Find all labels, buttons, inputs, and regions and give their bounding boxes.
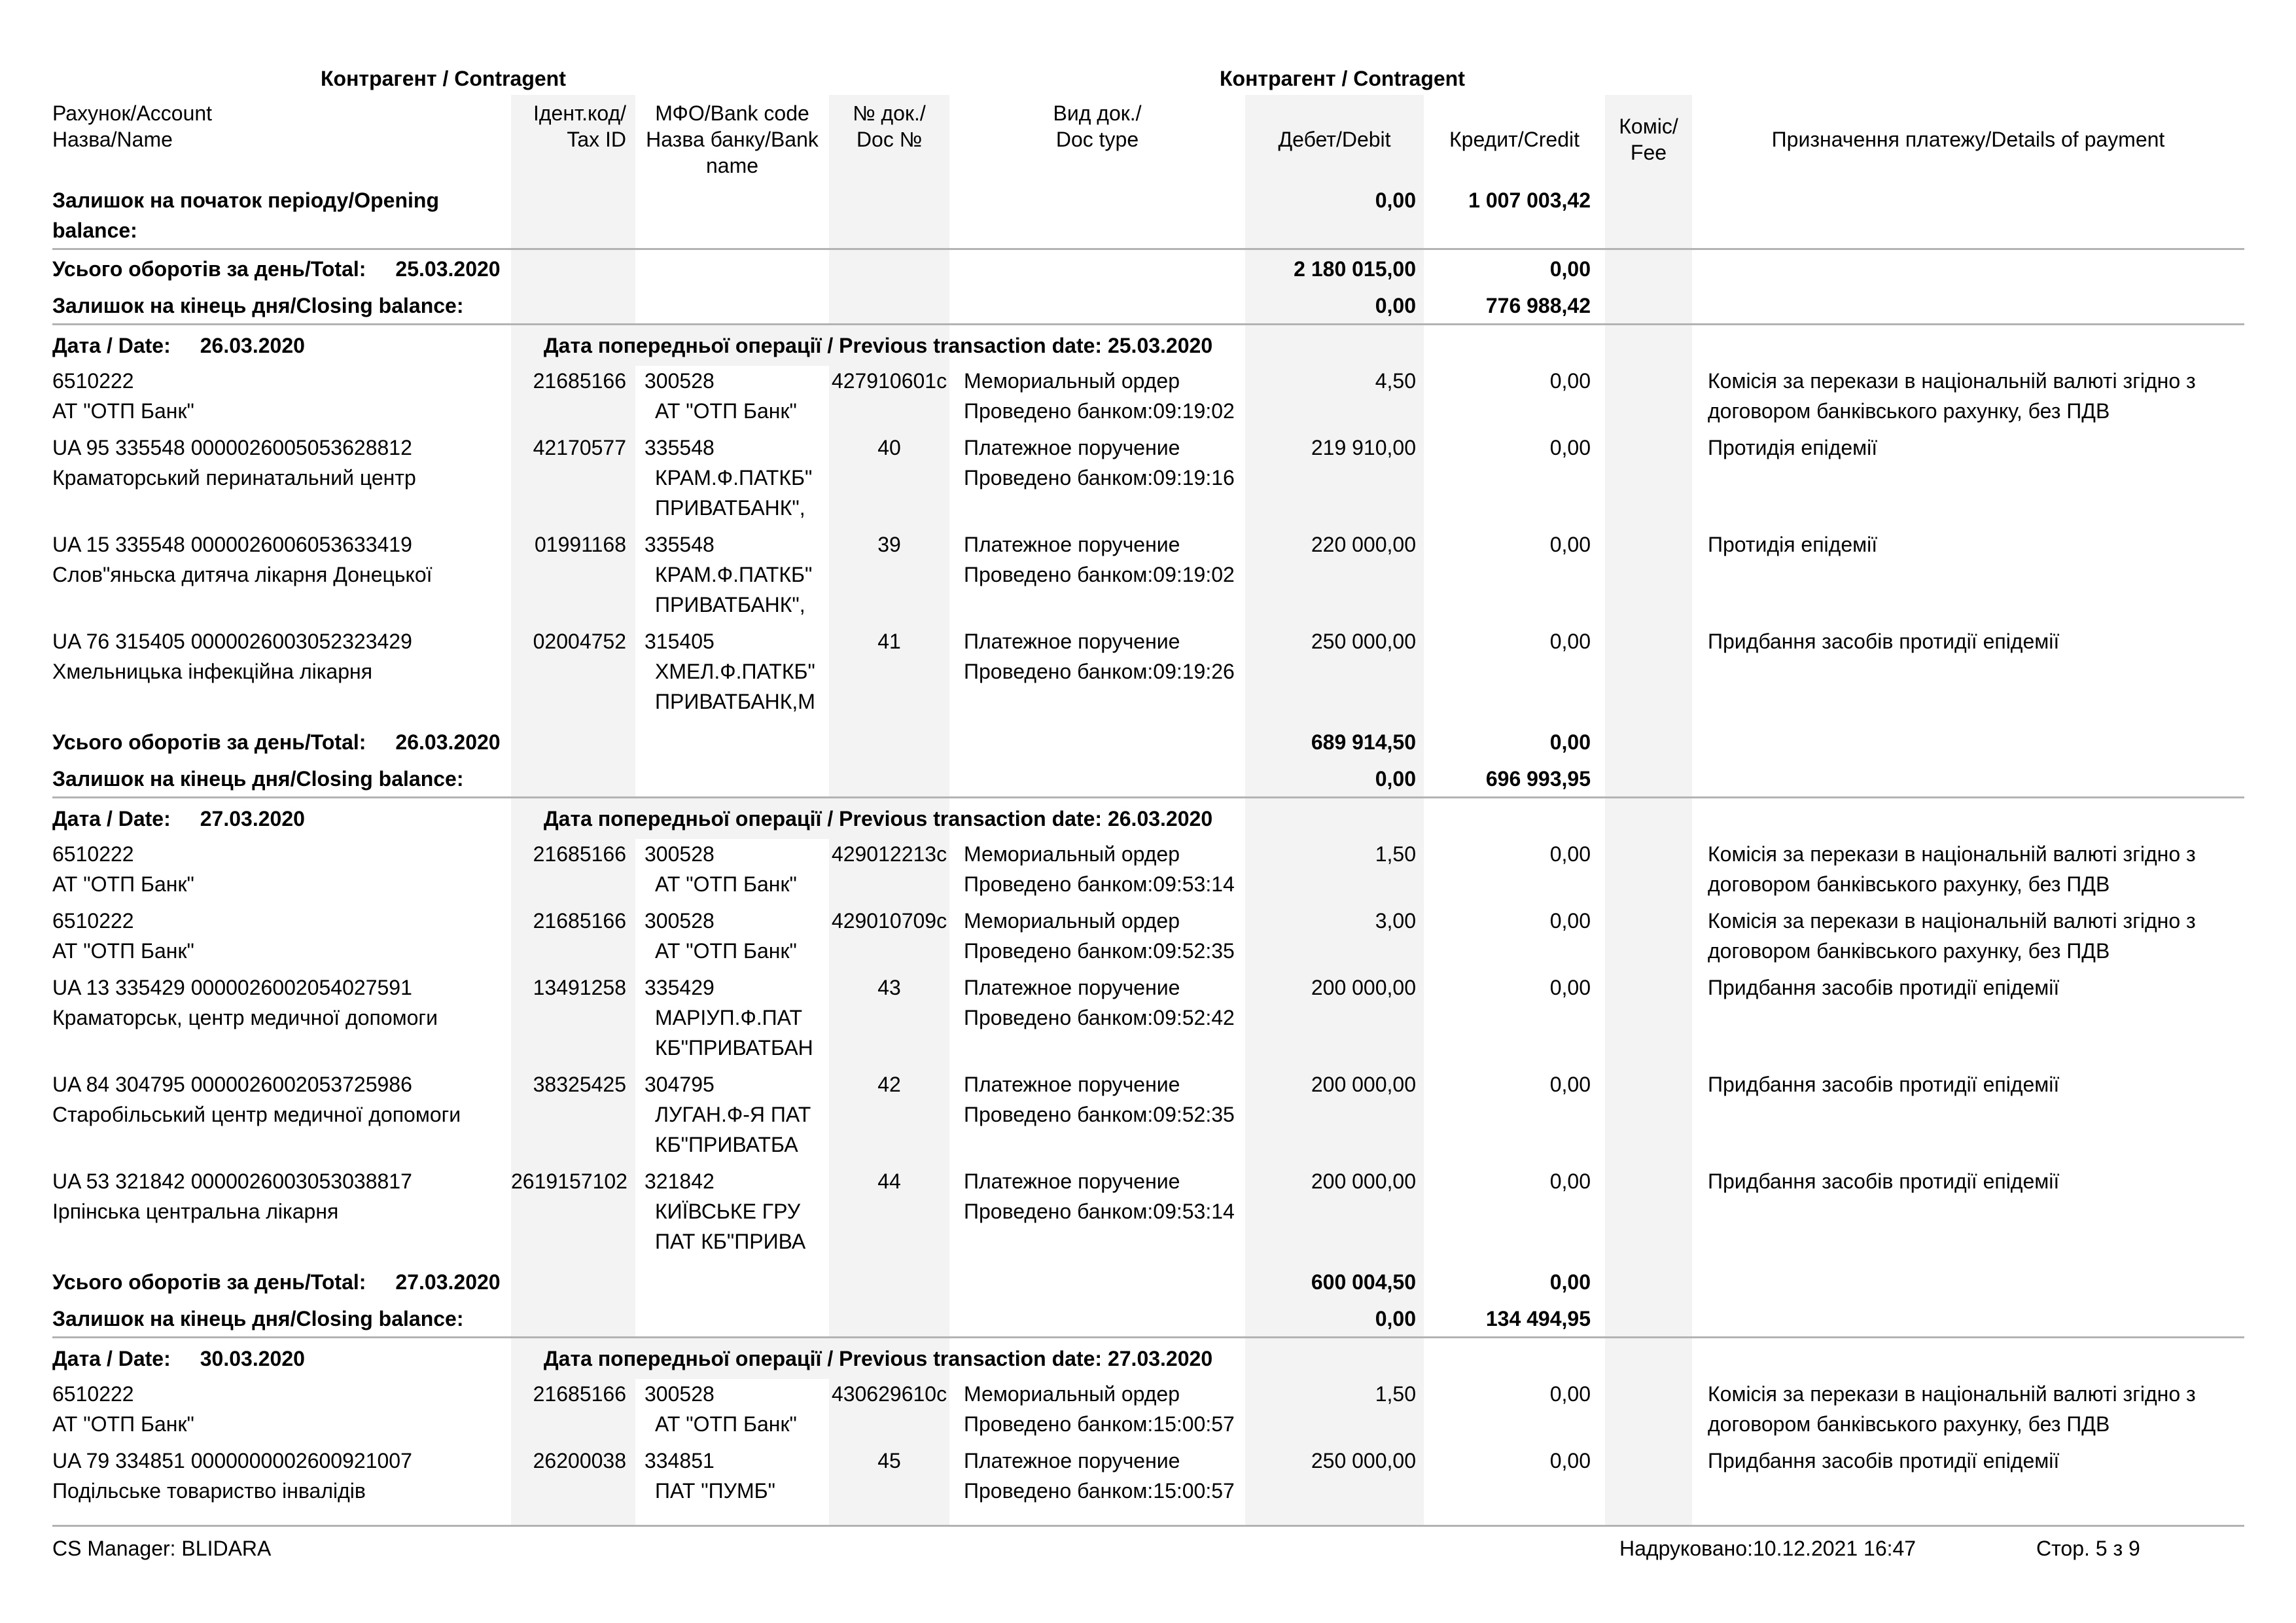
bank-code: 335548 <box>645 436 715 459</box>
band-cell <box>829 287 949 323</box>
doc-type-cell <box>949 972 1245 1069</box>
debit-amount: 1,50 <box>1245 1379 1424 1446</box>
column-header-row <box>52 95 2244 181</box>
credit-amount: 1 007 003,42 <box>1468 188 1591 212</box>
counterparty-name: АТ "ОТП Банк" <box>52 872 194 896</box>
debit-amount: 219 910,00 <box>1245 433 1424 529</box>
tax-id: 21685166 <box>511 1379 635 1446</box>
doc-number: 429012213c <box>829 839 949 906</box>
bank-code: 315405 <box>645 630 715 653</box>
doc-type-cell <box>949 366 1245 433</box>
tax-id: 42170577 <box>511 433 635 529</box>
band-cell <box>829 1263 949 1300</box>
closing-balance-row <box>52 760 2244 798</box>
bank-cell <box>635 433 829 529</box>
transaction-row <box>52 1446 2244 1512</box>
band-cell <box>1605 1069 1692 1166</box>
doc-type-cell <box>949 626 1245 723</box>
bank-name: ПАТ КБ"ПРИВА <box>655 1230 806 1253</box>
doc-type: Платежное поручение <box>964 630 1180 653</box>
payment-details: Комісія за перекази в національній валюті згідно з договором банківського рахунку, без ПДВ <box>1708 842 2196 896</box>
credit-amount: 0,00 <box>1549 842 1591 866</box>
processed-time: Проведено банком:09:53:14 <box>964 1200 1235 1223</box>
bank-name: КБ"ПРИВАТБАН <box>655 1036 813 1060</box>
doc-type: Мемориальный ордер <box>964 1382 1180 1406</box>
band-cell <box>1605 972 1692 1069</box>
credit-amount: 0,00 <box>1549 1169 1591 1193</box>
transaction-row <box>52 1166 2244 1263</box>
band-cell <box>1605 1338 1692 1379</box>
printed-timestamp: Надруковано:10.12.2021 16:47 <box>1619 1537 1916 1560</box>
counterparty-name: Ірпінська центральна лікарня <box>52 1200 339 1223</box>
col-header-credit: Кредит/Credit <box>1449 128 1580 151</box>
payment-details: Придбання засобів протидії епідемії <box>1708 1073 2060 1096</box>
band-cell <box>511 1263 635 1300</box>
bank-name: АТ "ОТП Банк" <box>655 939 797 963</box>
closing-balance-row <box>52 1300 2244 1338</box>
credit-amount: 0,00 <box>1549 436 1591 459</box>
band-cell <box>1605 906 1692 972</box>
account-cell <box>52 1379 511 1446</box>
doc-type-cell <box>949 529 1245 626</box>
payment-details: Придбання засобів протидії епідемії <box>1708 1169 2060 1193</box>
tax-id: 21685166 <box>511 839 635 906</box>
bank-code: 300528 <box>645 909 715 933</box>
doc-type-cell <box>949 906 1245 972</box>
counterparty-name: Краматорський перинатальний центр <box>52 466 416 490</box>
doc-type: Платежное поручение <box>964 976 1180 999</box>
tax-id: 02004752 <box>511 626 635 723</box>
transaction-row <box>52 529 2244 626</box>
band-cell <box>511 181 635 248</box>
transaction-row <box>52 906 2244 972</box>
col-header-debit: Дебет/Debit <box>1245 95 1424 181</box>
doc-number: 427910601c <box>829 366 949 433</box>
band-cell <box>1245 325 1424 366</box>
band-cell <box>1605 433 1692 529</box>
date-value: 26.03.2020 <box>200 334 305 357</box>
band-cell <box>1605 1379 1692 1446</box>
counterparty-name: Подільське товариство інвалідів <box>52 1479 366 1503</box>
account-number: UA 95 335548 0000026005053628812 <box>52 436 412 459</box>
transaction-row <box>52 1069 2244 1166</box>
debit-amount: 2 180 015,00 <box>1245 250 1424 287</box>
date-label: Дата / Date: 26.03.2020 <box>52 334 305 357</box>
transaction-row <box>52 972 2244 1069</box>
account-cell <box>52 839 511 906</box>
band-cell <box>511 723 635 760</box>
transaction-row <box>52 1379 2244 1446</box>
transaction-row <box>52 626 2244 723</box>
band-cell <box>1605 250 1692 287</box>
debit-amount: 0,00 <box>1245 287 1424 323</box>
bank-name: КБ"ПРИВАТБА <box>655 1133 798 1156</box>
bank-code: 304795 <box>645 1073 715 1096</box>
doc-type: Платежное поручение <box>964 533 1180 556</box>
bank-name: КРАМ.Ф.ПАТКБ" <box>655 466 813 490</box>
doc-number: 39 <box>829 529 949 626</box>
closing-balance-row <box>52 287 2244 325</box>
bank-cell <box>635 1379 829 1446</box>
col-header-taxid: Ідент.код/ Tax ID <box>511 95 635 181</box>
bank-name: ЛУГАН.Ф-Я ПАТ <box>655 1103 811 1126</box>
bank-cell <box>635 906 829 972</box>
previous-transaction-date: Дата попередньої операції / Previous transaction date: 26.03.2020 <box>543 807 1213 830</box>
bank-name: КИЇВСЬКЕ ГРУ <box>655 1200 801 1223</box>
doc-number: 44 <box>829 1166 949 1263</box>
closing-balance-label: Залишок на кінець дня/Closing balance: <box>52 1307 464 1330</box>
account-cell <box>52 366 511 433</box>
debit-amount: 689 914,50 <box>1245 723 1424 760</box>
date-label: Дата / Date: 30.03.2020 <box>52 1347 305 1370</box>
band-cell <box>1605 366 1692 433</box>
bank-cell <box>635 1446 829 1512</box>
account-number: UA 53 321842 0000026003053038817 <box>52 1169 412 1193</box>
account-number: 6510222 <box>52 909 134 933</box>
tax-id: 38325425 <box>511 1069 635 1166</box>
account-number: UA 13 335429 0000026002054027591 <box>52 976 412 999</box>
date-label: Дата / Date: 27.03.2020 <box>52 807 305 830</box>
debit-amount: 200 000,00 <box>1245 1166 1424 1263</box>
counterparty-name: АТ "ОТП Банк" <box>52 939 194 963</box>
credit-amount: 696 993,95 <box>1485 767 1591 791</box>
doc-number: 40 <box>829 433 949 529</box>
opening-balance-row <box>52 181 2244 250</box>
tax-id: 21685166 <box>511 366 635 433</box>
band-cell <box>829 250 949 287</box>
counterparty-name: Краматорськ, центр медичної допомоги <box>52 1006 438 1029</box>
credit-amount: 0,00 <box>1549 369 1591 393</box>
day-total-label: Усього оборотів за день/Total: 25.03.2020 <box>52 257 501 281</box>
payment-details: Протидія епідемії <box>1708 533 1878 556</box>
debit-amount: 4,50 <box>1245 366 1424 433</box>
band-cell <box>511 1300 635 1336</box>
bank-code: 335429 <box>645 976 715 999</box>
account-cell <box>52 1166 511 1263</box>
doc-number: 45 <box>829 1446 949 1512</box>
bank-name: МАРІУП.Ф.ПАТ <box>655 1006 803 1029</box>
col-header-docno: № док./ Doc № <box>829 95 949 181</box>
credit-amount: 776 988,42 <box>1485 294 1591 317</box>
doc-type: Мемориальный ордер <box>964 369 1180 393</box>
debit-amount: 220 000,00 <box>1245 529 1424 626</box>
payment-details: Протидія епідемії <box>1708 436 1878 459</box>
band-cell <box>1605 1300 1692 1336</box>
account-number: 6510222 <box>52 842 134 866</box>
band-cell <box>511 760 635 796</box>
processed-time: Проведено банком:09:19:02 <box>964 563 1235 586</box>
doc-number: 429010709c <box>829 906 949 972</box>
band-cell <box>1605 1263 1692 1300</box>
date-header-row <box>52 798 2244 839</box>
transaction-row <box>52 433 2244 529</box>
band-cell <box>1605 626 1692 723</box>
tax-id: 21685166 <box>511 906 635 972</box>
counterparty-name: Хмельницька інфекційна лікарня <box>52 660 373 683</box>
credit-amount: 0,00 <box>1549 976 1591 999</box>
credit-amount: 0,00 <box>1549 1449 1591 1472</box>
col-header-account: Рахунок/Account Назва/Name <box>52 101 213 151</box>
counterparty-name: АТ "ОТП Банк" <box>52 399 194 423</box>
counterparty-name: Слов"яньска дитяча лікарня Донецької <box>52 563 433 586</box>
band-cell <box>1605 181 1692 248</box>
debit-amount: 250 000,00 <box>1245 626 1424 723</box>
debit-amount: 200 000,00 <box>1245 1069 1424 1166</box>
bank-cell <box>635 839 829 906</box>
credit-amount: 0,00 <box>1549 1382 1591 1406</box>
band-cell <box>829 181 949 248</box>
bank-cell <box>635 366 829 433</box>
counterparty-name: Старобільський центр медичної допомоги <box>52 1103 461 1126</box>
payment-details: Придбання засобів протидії епідемії <box>1708 630 2060 653</box>
doc-type: Мемориальный ордер <box>964 909 1180 933</box>
doc-type-cell <box>949 433 1245 529</box>
credit-amount: 0,00 <box>1549 533 1591 556</box>
tax-id: 2619157102 <box>511 1166 635 1263</box>
payment-details: Комісія за перекази в національній валюті згідно з договором банківського рахунку, без ПДВ <box>1708 909 2196 963</box>
bank-code: 300528 <box>645 1382 715 1406</box>
band-cell <box>1605 1166 1692 1263</box>
bank-code: 334851 <box>645 1449 715 1472</box>
account-cell <box>52 626 511 723</box>
band-cell <box>1605 798 1692 839</box>
band-cell <box>1605 723 1692 760</box>
contragent-header-right: Контрагент / Contragent <box>1220 67 1465 90</box>
day-total-row <box>52 723 2244 760</box>
processed-time: Проведено банком:15:00:57 <box>964 1479 1235 1503</box>
transaction-row <box>52 366 2244 433</box>
doc-number: 43 <box>829 972 949 1069</box>
bank-name: ПРИВАТБАНК", <box>655 496 805 520</box>
band-cell <box>829 1512 949 1525</box>
band-cell <box>1605 1512 1692 1525</box>
credit-amount: 0,00 <box>1549 257 1591 281</box>
previous-transaction-date: Дата попередньої операції / Previous transaction date: 25.03.2020 <box>543 334 1213 357</box>
page-number: Стор. 5 з 9 <box>2036 1537 2140 1560</box>
doc-type-cell <box>949 839 1245 906</box>
band-cell <box>1605 325 1692 366</box>
day-total-date: 27.03.2020 <box>395 1270 501 1294</box>
account-cell <box>52 1069 511 1166</box>
band-cell <box>1605 760 1692 796</box>
doc-number: 430629610c <box>829 1379 949 1446</box>
band-cell <box>1605 839 1692 906</box>
processed-time: Проведено банком:09:52:35 <box>964 939 1235 963</box>
bank-code: 321842 <box>645 1169 715 1193</box>
doc-type-cell <box>949 1379 1245 1446</box>
transaction-row <box>52 839 2244 906</box>
band-cell <box>829 723 949 760</box>
bank-cell <box>635 529 829 626</box>
col-header-fee: Коміс/ Fee <box>1605 95 1692 181</box>
credit-amount: 0,00 <box>1549 630 1591 653</box>
bank-code: 300528 <box>645 842 715 866</box>
bank-cell <box>635 1069 829 1166</box>
account-number: UA 79 334851 0000000002600921007 <box>52 1449 412 1472</box>
bank-code: 300528 <box>645 369 715 393</box>
contragent-header-left: Контрагент / Contragent <box>321 67 566 90</box>
doc-type: Мемориальный ордер <box>964 842 1180 866</box>
debit-amount: 0,00 <box>1245 181 1424 248</box>
band-cell <box>511 1512 635 1525</box>
payment-details: Комісія за перекази в національній валюті згідно з договором банківського рахунку, без ПДВ <box>1708 369 2196 423</box>
bank-name: КРАМ.Ф.ПАТКБ" <box>655 563 813 586</box>
processed-time: Проведено банком:15:00:57 <box>964 1412 1235 1436</box>
bank-cell <box>635 626 829 723</box>
closing-balance-label: Залишок на кінець дня/Closing balance: <box>52 294 464 317</box>
band-filler-row <box>52 1512 2244 1525</box>
processed-time: Проведено банком:09:52:42 <box>964 1006 1235 1029</box>
bank-name: ХМЕЛ.Ф.ПАТКБ" <box>655 660 815 683</box>
account-number: 6510222 <box>52 1382 134 1406</box>
bank-name: АТ "ОТП Банк" <box>655 872 797 896</box>
contragent-header-row <box>52 0 2244 95</box>
bank-name: АТ "ОТП Банк" <box>655 1412 797 1436</box>
opening-balance-label: Залишок на початок періоду/Opening balance: <box>52 188 439 242</box>
closing-balance-label: Залишок на кінець дня/Closing balance: <box>52 767 464 791</box>
account-cell <box>52 433 511 529</box>
doc-type-cell <box>949 1446 1245 1512</box>
col-header-bank: МФО/Bank code Назва банку/Bank name <box>646 101 819 177</box>
credit-amount: 0,00 <box>1549 1270 1591 1294</box>
debit-amount: 1,50 <box>1245 839 1424 906</box>
date-header-row <box>52 325 2244 366</box>
account-cell <box>52 529 511 626</box>
debit-amount: 0,00 <box>1245 760 1424 796</box>
band-cell <box>1605 1446 1692 1512</box>
doc-type: Платежное поручение <box>964 1169 1180 1193</box>
bank-name: АТ "ОТП Банк" <box>655 399 797 423</box>
doc-number: 42 <box>829 1069 949 1166</box>
doc-type: Платежное поручение <box>964 1449 1180 1472</box>
band-cell <box>829 1300 949 1336</box>
bank-cell <box>635 972 829 1069</box>
account-number: UA 84 304795 0000026002053725986 <box>52 1073 412 1096</box>
day-total-label: Усього оборотів за день/Total: 26.03.2020 <box>52 730 501 754</box>
credit-amount: 0,00 <box>1549 1073 1591 1096</box>
payment-details: Придбання засобів протидії епідемії <box>1708 976 2060 999</box>
bank-code: 335548 <box>645 533 715 556</box>
account-cell <box>52 972 511 1069</box>
doc-type-cell <box>949 1166 1245 1263</box>
date-value: 27.03.2020 <box>200 807 305 830</box>
debit-amount: 3,00 <box>1245 906 1424 972</box>
processed-time: Проведено банком:09:19:02 <box>964 399 1235 423</box>
bank-name: ПРИВАТБАНК,М <box>655 690 815 713</box>
doc-type: Платежное поручение <box>964 436 1180 459</box>
band-cell <box>1605 287 1692 323</box>
day-total-date: 25.03.2020 <box>395 257 501 281</box>
processed-time: Проведено банком:09:53:14 <box>964 872 1235 896</box>
processed-time: Проведено банком:09:52:35 <box>964 1103 1235 1126</box>
day-total-date: 26.03.2020 <box>395 730 501 754</box>
doc-type-cell <box>949 1069 1245 1166</box>
account-number: 6510222 <box>52 369 134 393</box>
day-total-label: Усього оборотів за день/Total: 27.03.2020 <box>52 1270 501 1294</box>
date-header-row <box>52 1338 2244 1379</box>
account-number: UA 15 335548 0000026006053633419 <box>52 533 412 556</box>
band-cell <box>511 250 635 287</box>
date-value: 30.03.2020 <box>200 1347 305 1370</box>
account-number: UA 76 315405 0000026003052323429 <box>52 630 412 653</box>
day-total-row <box>52 250 2244 287</box>
band-cell <box>829 760 949 796</box>
day-total-row <box>52 1263 2244 1300</box>
band-cell <box>1605 529 1692 626</box>
page-footer <box>52 1537 2244 1576</box>
debit-amount: 250 000,00 <box>1245 1446 1424 1512</box>
tax-id: 26200038 <box>511 1446 635 1512</box>
band-cell <box>1245 1338 1424 1379</box>
band-cell <box>511 287 635 323</box>
band-cell <box>1245 798 1424 839</box>
bank-name: ПРИВАТБАНК", <box>655 593 805 616</box>
tax-id: 01991168 <box>511 529 635 626</box>
debit-amount: 600 004,50 <box>1245 1263 1424 1300</box>
debit-amount: 0,00 <box>1245 1300 1424 1336</box>
statement-table <box>52 0 2244 1527</box>
account-cell <box>52 1446 511 1512</box>
account-cell <box>52 906 511 972</box>
doc-type: Платежное поручение <box>964 1073 1180 1096</box>
previous-transaction-date: Дата попередньої операції / Previous transaction date: 27.03.2020 <box>543 1347 1213 1370</box>
credit-amount: 134 494,95 <box>1485 1307 1591 1330</box>
credit-amount: 0,00 <box>1549 909 1591 933</box>
bank-cell <box>635 1166 829 1263</box>
cs-manager-label: CS Manager: BLIDARA <box>52 1537 272 1560</box>
processed-time: Проведено банком:09:19:26 <box>964 660 1235 683</box>
counterparty-name: АТ "ОТП Банк" <box>52 1412 194 1436</box>
debit-amount: 200 000,00 <box>1245 972 1424 1069</box>
tax-id: 13491258 <box>511 972 635 1069</box>
doc-number: 41 <box>829 626 949 723</box>
payment-details: Комісія за перекази в національній валюті згідно з договором банківського рахунку, без ПДВ <box>1708 1382 2196 1436</box>
bank-name: ПАТ "ПУМБ" <box>655 1479 775 1503</box>
col-header-details: Призначення платежу/Details of payment <box>1771 128 2165 151</box>
band-cell <box>1245 1512 1424 1525</box>
col-header-doctype: Вид док./ Doc type <box>1053 101 1142 151</box>
credit-amount: 0,00 <box>1549 730 1591 754</box>
payment-details: Придбання засобів протидії епідемії <box>1708 1449 2060 1472</box>
processed-time: Проведено банком:09:19:16 <box>964 466 1235 490</box>
